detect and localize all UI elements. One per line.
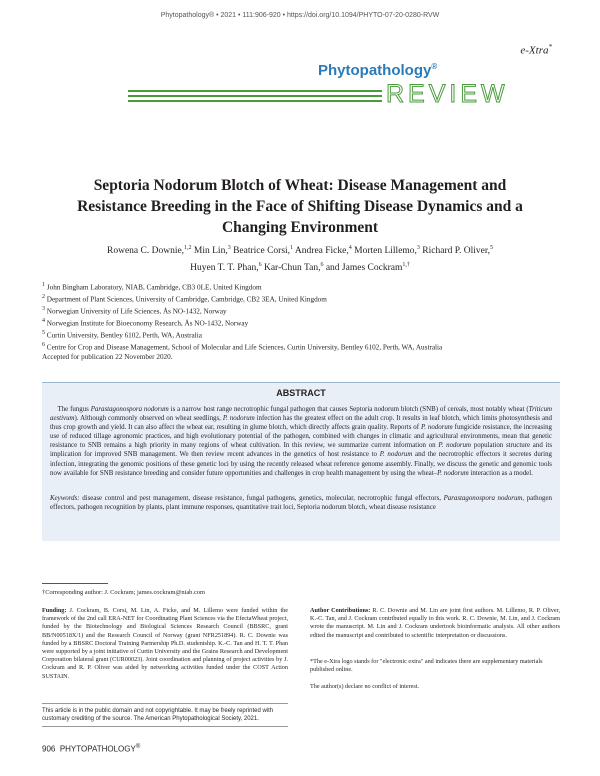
author-affiliation-mark: 1,2 bbox=[184, 245, 192, 251]
author-affiliation-mark: 3 bbox=[227, 245, 231, 251]
page-number: 906 bbox=[42, 744, 56, 754]
funding-label: Funding: bbox=[42, 607, 67, 614]
author-name: Andrea Ficke, bbox=[294, 246, 349, 257]
author-name: Richard P. Oliver, bbox=[422, 246, 490, 257]
author-affiliation-mark: 1,† bbox=[402, 262, 410, 269]
article-citation: Phytopathology® • 2021 • 111:906-920 • https://doi.org/10.1094/PHYTO-07-20-0280-RVW bbox=[160, 12, 440, 19]
affiliation-text: Norwegian University of Life Sciences, Ås NO-1432, Norway bbox=[45, 307, 227, 316]
footer-journal: PHYTOPATHOLOGY bbox=[59, 744, 136, 754]
affiliation-number: 2 bbox=[42, 293, 45, 300]
footer-reg-mark: ® bbox=[135, 744, 141, 750]
author-name: Min Lin, bbox=[193, 246, 228, 257]
public-domain-notice: This article is in the public domain and not copyrightable. It may be freely reprinted with customary crediting of the source. The American Phytopathological Society, 2021. bbox=[42, 703, 288, 727]
keywords-label: Keywords: bbox=[50, 495, 80, 502]
author-affiliation-mark: 4 bbox=[348, 245, 352, 251]
article-title: Septoria Nodorum Blotch of Wheat: Disease Management and Resistance Breeding in the Face of Shifting Disease Dynamics and a Changing Environment bbox=[77, 177, 523, 236]
author-affiliation-mark: 6 bbox=[258, 262, 262, 269]
abstract-text: The fungus Parastagonospora nodorum is a narrow host range necrotrophic fungal pathogen that causes Septoria nodorum blotch (SNB) of cereals, most notably wheat (Triticum aestivum). Although commonly observed on wheat seedlings, P. nodorum infection has the greatest effect on the adult crop. It results in leaf blotch, which limits photosynthesis and thus crop growth and yield. It can also affect the wheat ear, resulting in glume blotch, which directly affects grain quality. Reports of P. nodorum fungicide resistance, the increasing use of reduced tillage agronomic practices, and high evolutionary potential of the pathogen, combined with changes in climatic and agricultural environments, mean that genetic resistance to SNB remains a high priority in many regions of wheat cultivation. In this review, we summarize current information on P. nodorum population structure and its implication for improved SNB management. We then review recent advances in the genetics of host resistance to P. nodorum and the necrotrophic effectors it secretes during infection, integrating the genomic positions of these genetic loci by using the recently released wheat reference genome assembly. Finally, we discuss the genetic and genomic tools now available for SNB resistance breeding and consider future opportunities and challenges in crop health management by using the wheat–P. nodorum interaction as a model. bbox=[50, 406, 553, 477]
affiliation-number: 6 bbox=[42, 341, 45, 348]
banner-line bbox=[128, 95, 382, 97]
affiliation-text: Curtin University, Bentley 6102, Perth, WA, Australia bbox=[45, 331, 202, 340]
e-xtra-note: *The e-Xtra logo stands for "electronic extra" and indicates there are supplementary materials published online. bbox=[310, 658, 543, 674]
affiliation-number: 5 bbox=[42, 329, 45, 336]
author-name: Morten Lillemo, bbox=[354, 246, 417, 257]
journal-reg-mark: ® bbox=[431, 62, 438, 71]
affiliation-text: Department of Plant Sciences, University of Cambridge, Cambridge, CB2 3EA, United Kingdom bbox=[45, 295, 327, 304]
affiliation-item bbox=[42, 281, 562, 293]
author-name: Beatrice Corsi, bbox=[233, 246, 291, 257]
author-affiliation-mark: 5 bbox=[490, 245, 493, 251]
keywords-list: disease control and pest management, disease resistance, fungal pathogens, genetics, molecular, necrotrophic fungal effectors, Parastagonospora nodorum, pathogen effectors, pathogen recognition by plants, plant immune responses, quantitative trait loci, Septoria nodorum blotch, wheat disease resistance bbox=[50, 495, 552, 512]
affiliation-text: John Bingham Laboratory, NIAB, Cambridge, CB3 0LE, United Kingdom bbox=[45, 283, 262, 292]
page-footer bbox=[42, 744, 140, 754]
abstract-heading: ABSTRACT bbox=[276, 388, 326, 398]
contrib-label: Author Contributions: bbox=[310, 607, 371, 614]
affiliation-list bbox=[42, 281, 562, 353]
author-name: Huyen T. T. Phan, bbox=[190, 263, 259, 274]
affiliation-item bbox=[42, 305, 562, 317]
author-affiliation-mark: 6 bbox=[320, 262, 324, 269]
e-xtra-mark: * bbox=[548, 43, 552, 51]
affiliation-number: 1 bbox=[42, 282, 45, 288]
author-name: Rowena C. Downie, bbox=[107, 246, 185, 257]
author-affiliation-mark: 3 bbox=[416, 245, 420, 251]
affiliation-text: Centre for Crop and Disease Management, School of Molecular and Life Sciences, Curtin University, Bentley 6102, Perth, WA, Australia bbox=[45, 343, 443, 352]
affiliation-item bbox=[42, 293, 562, 305]
affiliation-number: 3 bbox=[42, 305, 45, 312]
abstract-box bbox=[42, 382, 560, 541]
affiliations bbox=[42, 281, 562, 363]
author-list bbox=[70, 241, 530, 275]
affiliation-text: Norwegian Institute for Bioeconomy Research, Ås NO-1432, Norway bbox=[45, 319, 249, 328]
journal-brand bbox=[318, 62, 437, 79]
contrib-text: R. C. Downie and M. Lin are joint first authors. M. Lillemo, R. P. Oliver, K.-C. Tan, and J. Cockram contributed equally to this work. R. C. Downie, M. Lin, and J. Cockram wrote the manuscript. M. Lin and J. Cockram undertook bioinformatic analysis. All other authors edited the manuscript and contributed to scientific interpretation or discussions. bbox=[310, 607, 560, 639]
author-name: Kar-Chun Tan, bbox=[263, 263, 321, 274]
banner-line bbox=[128, 90, 382, 92]
e-xtra-label: e-Xtra bbox=[520, 44, 549, 57]
affiliation-item bbox=[42, 329, 562, 341]
author-name: and James Cockram bbox=[325, 263, 403, 274]
section-label: REVIEW bbox=[386, 80, 509, 108]
review-banner bbox=[128, 82, 544, 106]
e-xtra-logo bbox=[520, 43, 552, 57]
corresponding-author[interactable]: †Corresponding author: J. Cockram; james.cockram@niab.com bbox=[42, 589, 205, 596]
accepted-date: Accepted for publication 22 November 2020. bbox=[42, 352, 173, 361]
author-contributions bbox=[310, 607, 560, 640]
affiliation-number: 4 bbox=[42, 317, 45, 324]
journal-name: Phytopathology bbox=[318, 62, 432, 79]
footnote-divider bbox=[42, 583, 108, 584]
affiliation-item bbox=[42, 341, 562, 353]
affiliation-item bbox=[42, 317, 562, 329]
funding-text: J. Cockram, B. Corsi, M. Lin, A. Ficke, and M. Lillemo were funded within the framework of the 2nd call ERA-NET for Coordinating Plant Sciences via the EfectaWheat project, funded by the Biotechnology and Biological Sciences Research Council (BBSRC, grant BB/N00518X/1) and the Research Council of Norway (grant NFR251894). R. C. Downie was funded by a BBSRC Doctoral Training Partnership Ph.D. studentship. K.-C. Tan and H. T. T. Phan were supported by a joint initiative of Curtin University and the Grains Research and Development Corporation bilateral grant (CUR00023). Joint coordination and planning of project activities by J. Cockram and R. P. Oliver was aided by networking activities funded under the COST Action SUSTAIN. bbox=[42, 607, 289, 680]
funding-note bbox=[42, 607, 288, 681]
keywords bbox=[50, 494, 552, 512]
author-affiliation-mark: 1 bbox=[290, 245, 294, 251]
banner-line bbox=[128, 100, 382, 102]
conflict-of-interest: The author(s) declare no conflict of interest. bbox=[310, 683, 420, 690]
